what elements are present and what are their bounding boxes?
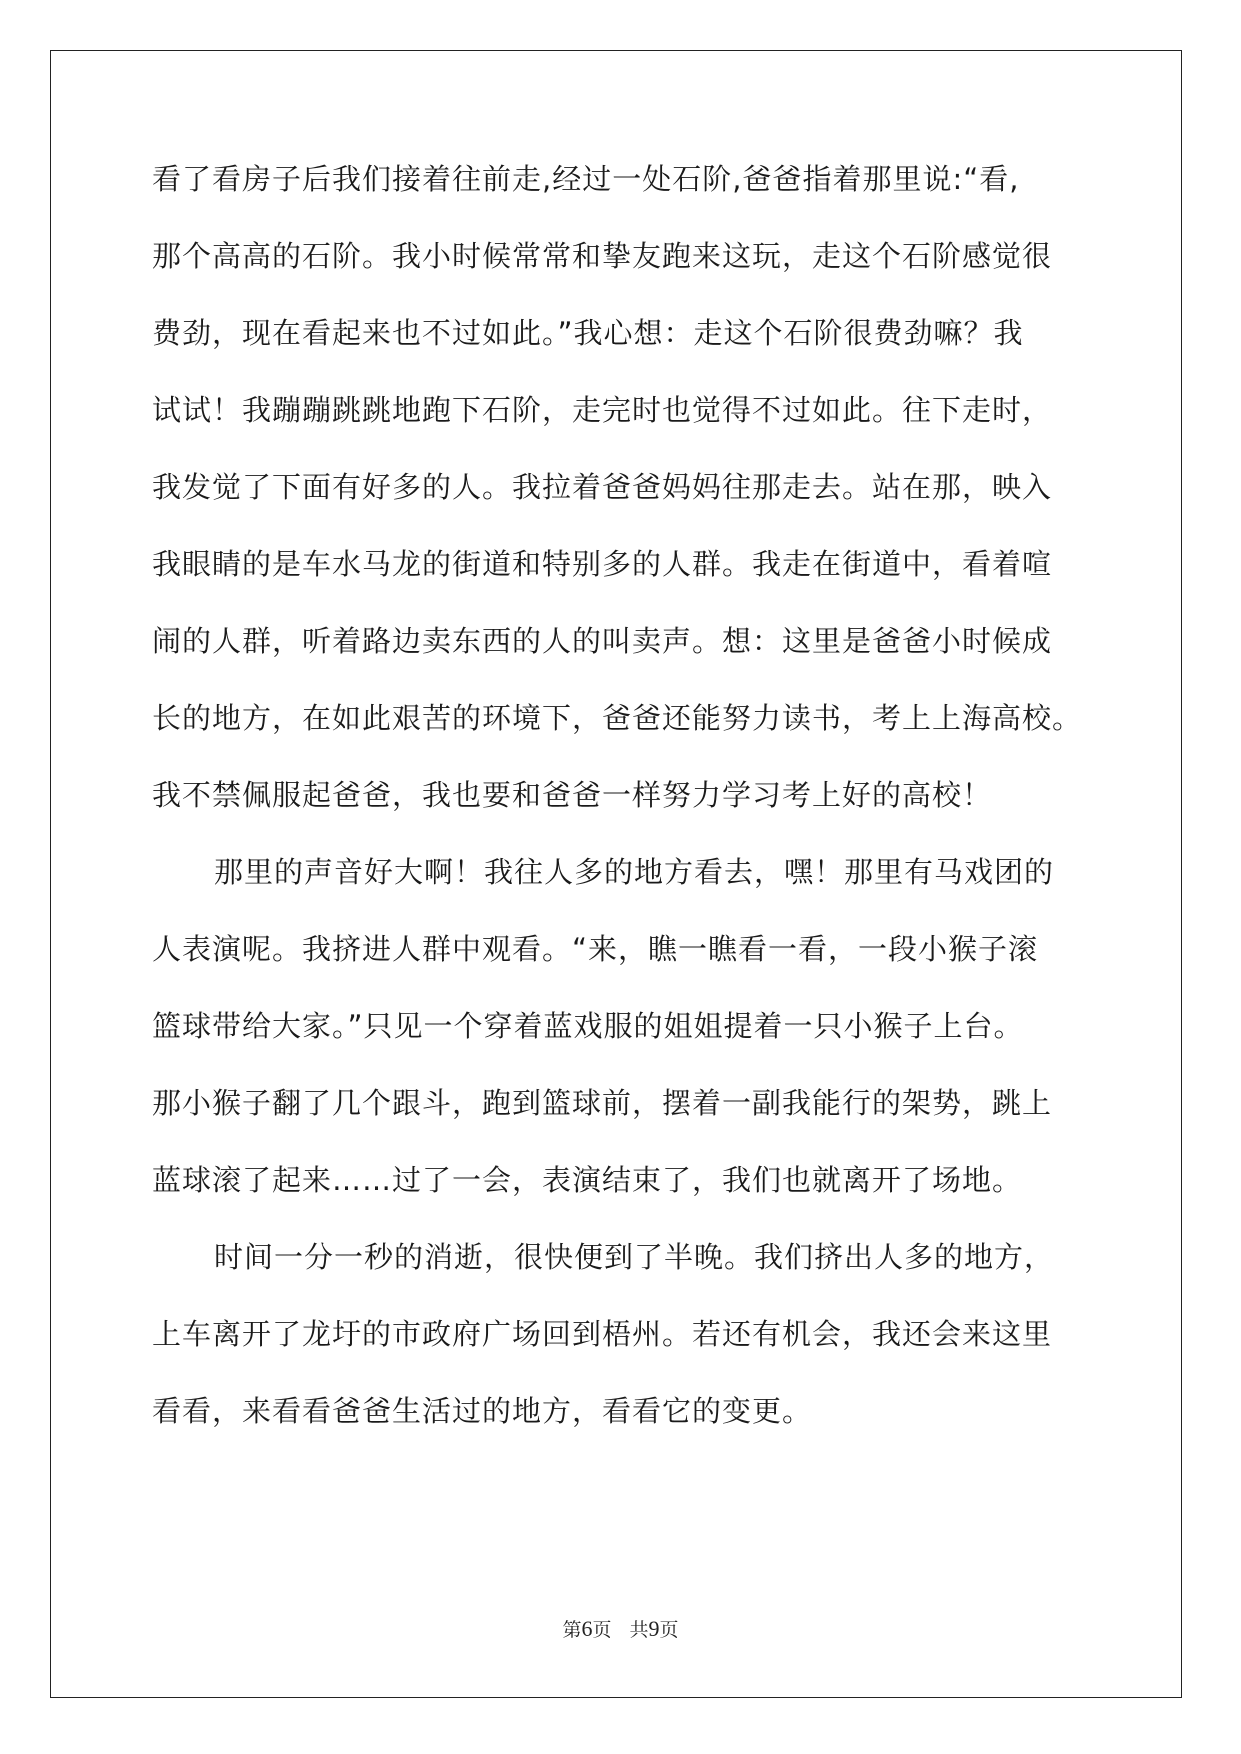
page-footer: [0, 1615, 1241, 1642]
text-line: 那小猴子翻了几个跟斗，跑到篮球前，摆着一副我能行的架势，跳上: [152, 1086, 1053, 1120]
text-line: 蓝球滚了起来……过了一会，表演结束了，我们也就离开了场地。: [152, 1163, 1023, 1197]
document-body: [152, 157, 1092, 1466]
text-line: 上车离开了龙圩的市政府广场回到梧州。若还有机会，我还会来这里: [152, 1317, 1053, 1351]
page-current-number: 6: [581, 1616, 593, 1641]
text-line: 我眼睛的是车水马龙的街道和特别多的人群。我走在街道中，看着喧: [152, 547, 1053, 581]
text-line: 篮球带给大家。”只见一个穿着蓝戏服的姐姐提着一只小猴子上台。: [152, 1009, 1024, 1043]
text-line: 试试！我蹦蹦跳跳地跑下石阶，走完时也觉得不过如此。往下走时，: [152, 393, 1053, 427]
text-line: 我发觉了下面有好多的人。我拉着爸爸妈妈往那走去。站在那，映入: [152, 470, 1053, 504]
page-label-suffix: 页: [592, 1619, 612, 1641]
paragraph-start-line: 时间一分一秒的消逝，很快便到了半晚。我们挤出人多的地方，: [214, 1240, 1055, 1274]
page-label-prefix: 第: [562, 1619, 582, 1641]
text-line: 人表演呢。我挤进人群中观看。“来，瞧一瞧看一看，一段小猴子滚: [152, 932, 1039, 966]
page-total-number: 9: [648, 1616, 660, 1641]
text-line: 费劲，现在看起来也不过如此。”我心想：走这个石阶很费劲嘛？我: [152, 316, 1024, 350]
total-label-prefix: 共: [629, 1619, 649, 1641]
text-line: 看了看房子后我们接着往前走,经过一处石阶,爸爸指着那里说:“看,: [152, 162, 1020, 196]
text-line: 我不禁佩服起爸爸，我也要和爸爸一样努力学习考上好的高校！: [152, 778, 993, 812]
text-line: 长的地方，在如此艰苦的环境下，爸爸还能努力读书，考上上海高校。: [152, 701, 1083, 735]
text-line: 看看，来看看爸爸生活过的地方，看看它的变更。: [152, 1394, 813, 1428]
text-line: 那个高高的石阶。我小时候常常和挚友跑来这玩，走这个石阶感觉很: [152, 239, 1053, 273]
total-label-suffix: 页: [659, 1619, 679, 1641]
paragraph-start-line: 那里的声音好大啊！我往人多的地方看去，嘿！那里有马戏团的: [214, 855, 1055, 889]
text-line: 闹的人群，听着路边卖东西的人的叫卖声。想：这里是爸爸小时候成: [152, 624, 1053, 658]
